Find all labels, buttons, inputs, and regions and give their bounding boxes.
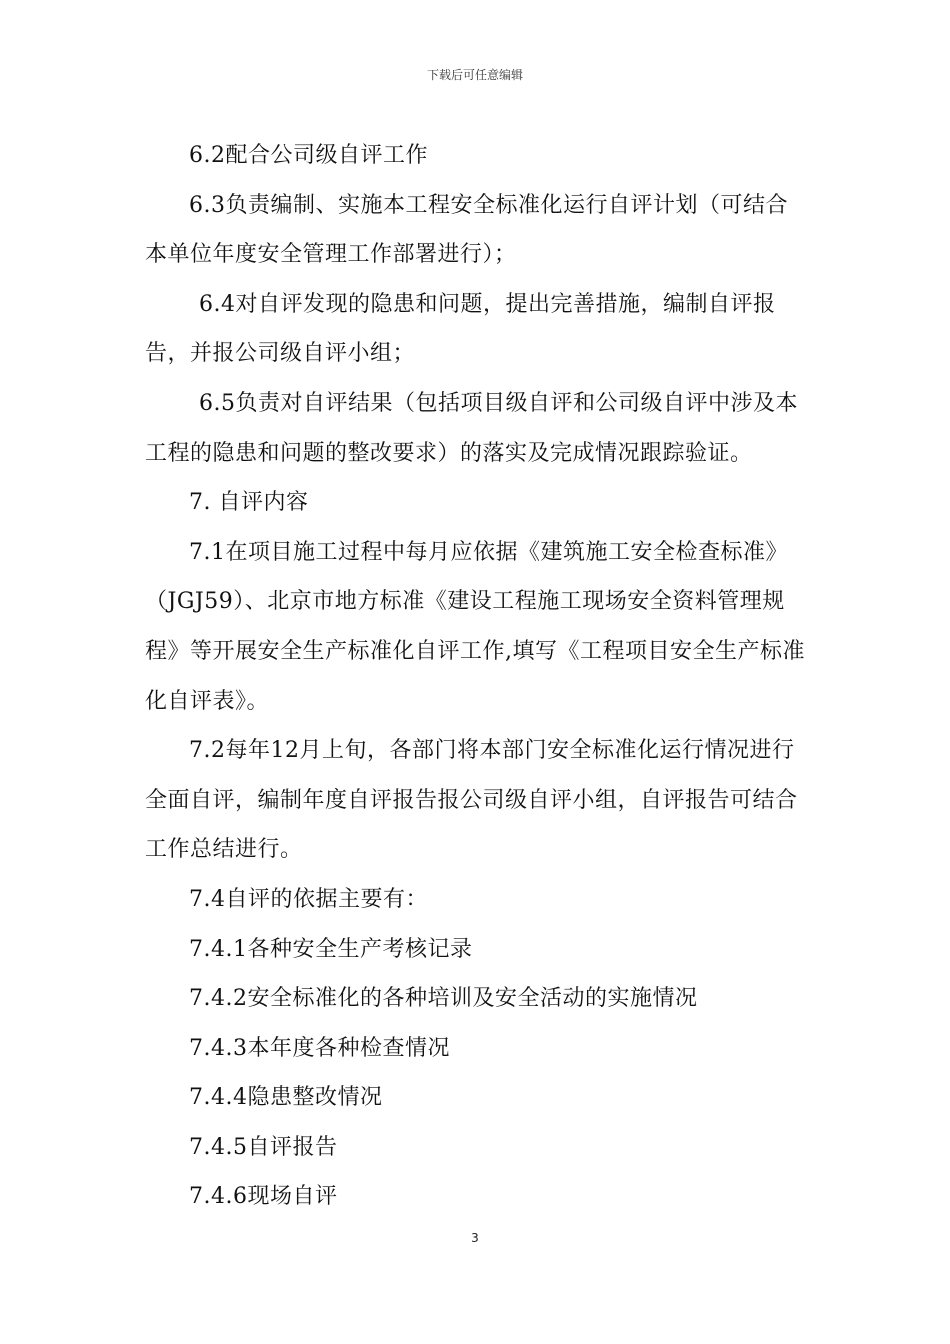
document-body [145, 131, 807, 1222]
paragraph-6-4: 6.4对自评发现的隐患和问题，提出完善措施，编制自评报告，并报公司级自评小组； [145, 291, 776, 367]
list-item-7-4-6: 7.4.6现场自评 [189, 1184, 338, 1210]
paragraph-7-1: 7.1在项目施工过程中每月应依据《建筑施工安全检查标准》（JGJ59）、北京市地方标准《建设工程施工现场安全资料管理规程》等开展安全生产标准化自评工作,填写《工程项目安全生产标准化自评表》。 [145, 539, 805, 714]
section-heading-7: 7. 自评内容 [189, 490, 309, 516]
paragraph-7-2: 7.2每年12月上旬，各部门将本部门安全标准化运行情况进行全面自评，编制年度自评报告报公司级自评小组，自评报告可结合工作总结进行。 [145, 738, 798, 863]
paragraph-6-5: 6.5负责对自评结果（包括项目级自评和公司级自评中涉及本工程的隐患和问题的整改要求）的落实及完成情况跟踪验证。 [145, 390, 798, 466]
list-item-7-4-5: 7.4.5自评报告 [189, 1134, 338, 1160]
paragraph-6-3: 6.3负责编制、实施本工程安全标准化运行自评计划（可结合本单位年度安全管理工作部署进行）； [145, 192, 788, 268]
page-header: 下载后可任意编辑 [426, 68, 523, 82]
paragraph-7-4: 7.4自评的依据主要有： [189, 886, 428, 912]
list-item-7-4-3: 7.4.3本年度各种检查情况 [189, 1035, 450, 1061]
list-item-7-4-4: 7.4.4隐患整改情况 [189, 1085, 383, 1111]
list-item-7-4-2: 7.4.2安全标准化的各种培训及安全活动的实施情况 [189, 986, 698, 1012]
list-item-7-4-1: 7.4.1各种安全生产考核记录 [189, 936, 473, 962]
page-number: 3 [471, 1231, 479, 1245]
paragraph-6-2: 6.2配合公司级自评工作 [189, 143, 428, 168]
